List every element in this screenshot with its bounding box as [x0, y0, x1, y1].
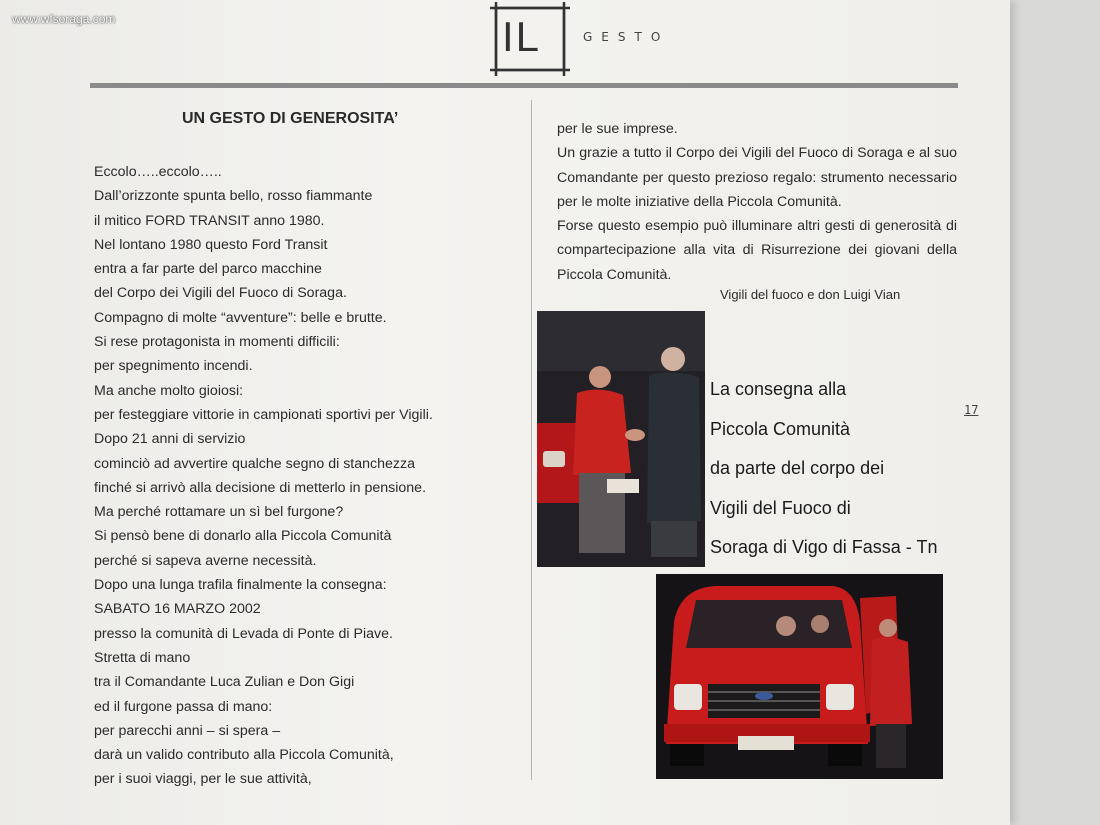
left-column: [94, 160, 514, 792]
text-line: Stretta di mano: [94, 649, 191, 666]
photo-red-van: [656, 574, 943, 779]
paragraph: per le sue imprese.: [557, 121, 678, 137]
caption-line: Vigili del Fuoco di: [710, 497, 851, 518]
text-line: perché si sapeva averne necessità.: [94, 552, 317, 569]
text-line: entra a far parte del parco macchine: [94, 261, 322, 278]
text-line: Si rese protagonista in momenti difficili:: [94, 334, 340, 351]
article-title: UN GESTO DI GENEROSITA’: [182, 110, 399, 127]
caption-line: da parte del corpo dei: [710, 458, 885, 478]
column-divider: [531, 100, 532, 780]
text-line: Si pensò bene di donarlo alla Piccola Comunità: [94, 528, 392, 545]
text-line: SABATO 16 MARZO 2002: [94, 601, 261, 618]
text-line: per i suoi viaggi, per le sue attività,: [94, 771, 312, 788]
right-column: [557, 117, 957, 287]
header-rule: [90, 83, 958, 88]
text-line: del Corpo dei Vigili del Fuoco di Soraga.: [94, 285, 347, 302]
text-line: per spegnimento incendi.: [94, 358, 253, 375]
caption-line: Soraga di Vigo di Fassa - Tn: [710, 537, 938, 557]
text-line: cominciò ad avvertire qualche segno di stanchezza: [94, 455, 415, 472]
page-number: 17: [964, 403, 979, 417]
text-line: Compagno di molte “avventure”: belle e brutte.: [94, 309, 387, 326]
text-line: Dopo una lunga trafila finalmente la consegna:: [94, 577, 387, 594]
text-line: darà un valido contributo alla Piccola Comunità,: [94, 747, 394, 764]
logo-text: IL: [502, 13, 542, 60]
caption-line: La consegna alla: [710, 379, 847, 399]
text-line: per festeggiare vittorie in campionati sportivi per Vigili.: [94, 406, 433, 423]
photo-caption: [710, 370, 937, 568]
text-line: Ma anche molto gioiosi:: [94, 382, 244, 399]
paragraph: Forse questo esempio può illuminare altri gesti di generosità di compartecipazione alla vita di Risurrezione dei giovani della Piccola Comunità.: [557, 218, 957, 283]
text-line: il mitico FORD TRANSIT anno 1980.: [94, 212, 325, 229]
text-line: finché si arrivò alla decisione di metterlo in pensione.: [94, 479, 427, 496]
text-line: tra il Comandante Luca Zulian e Don Gigi: [94, 674, 355, 691]
text-line: ed il furgone passa di mano:: [94, 698, 273, 715]
text-line: Dopo 21 anni di servizio: [94, 431, 246, 448]
text-line: per parecchi anni – si spera –: [94, 722, 281, 739]
signature: Vigili del fuoco e don Luigi Vian: [720, 287, 901, 302]
section-title: GESTO: [583, 30, 670, 44]
text-line: Ma perché rottamare un sì bel furgone?: [94, 504, 344, 521]
paragraph: Un grazie a tutto il Corpo dei Vigili del Fuoco di Soraga e al suo Comandante per questo prezioso regalo: strumento necessario per le molte iniziative della Piccola Comunità.: [557, 145, 957, 210]
text-line: Eccolo…..eccolo…..: [94, 164, 222, 180]
photo-handshake: [537, 311, 705, 567]
text-line: presso la comunità di Levada di Ponte di Piave.: [94, 625, 393, 642]
caption-line: Piccola Comunità: [710, 418, 851, 439]
text-line: Dall’orizzonte spunta bello, rosso fiammante: [94, 188, 373, 205]
text-line: Nel lontano 1980 questo Ford Transit: [94, 236, 328, 253]
site-watermark: www.wfsoraga.com: [12, 12, 116, 26]
